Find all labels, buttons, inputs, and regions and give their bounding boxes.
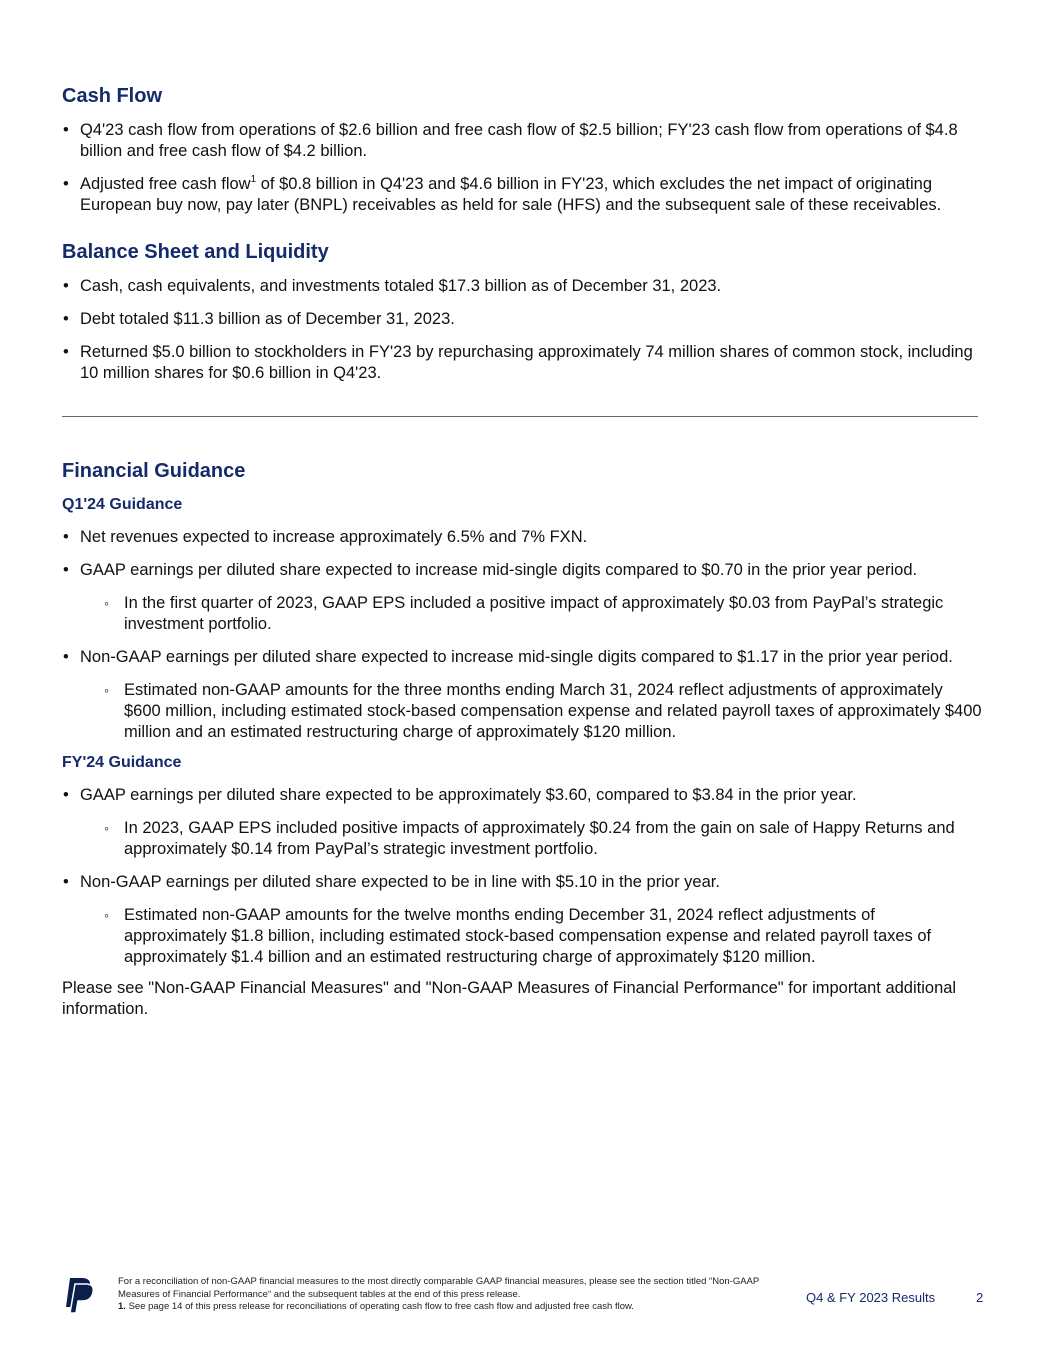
footnote-ref: 1 [250, 174, 257, 185]
cash-flow-list [62, 120, 982, 216]
balance-list [62, 276, 982, 384]
list-item: • Net revenues expected to increase approximately 6.5% and 7% FXN. [62, 527, 982, 548]
section-heading-cash-flow: Cash Flow [62, 85, 163, 107]
subheading-fy-guidance: FY'24 Guidance [62, 754, 182, 771]
footnotes [118, 1276, 798, 1314]
footnote-reconciliation: For a reconciliation of non-GAAP financial measures to the most directly comparable GAAP financial measures, please see the section titled “Non-GAAP Measures of Financial Performance“ and the subsequent tables at the end of this press release. [118, 1276, 760, 1300]
section-heading-balance-sheet: Balance Sheet and Liquidity [62, 241, 329, 263]
list-item: • Returned $5.0 billion to stockholders in FY'23 by repurchasing approximately 74 million shares of common stock, including 10 million shares for $0.6 billion in Q4'23. [62, 342, 982, 384]
subheading-q1-guidance: Q1'24 Guidance [62, 496, 183, 513]
sub-list-item: ◦ Estimated non-GAAP amounts for the three months ending March 31, 2024 reflect adjustments of approximately $600 million, including estimated stock-based compensation expense and related payroll taxes of approximately $400 million and an estimated restructuring charge of approximately $120 million. [62, 680, 982, 743]
guidance-note: Please see "Non-GAAP Financial Measures" and "Non-GAAP Measures of Financial Performance" for important additional information. [62, 979, 957, 1018]
section-divider [62, 416, 978, 417]
list-item: • GAAP earnings per diluted share expected to be approximately $3.60, compared to $3.84 in the prior year. [62, 785, 982, 806]
footnote-text: See page 14 of this press release for reconciliations of operating cash flow to free cash flow and adjusted free cash flow. [125, 1301, 634, 1312]
q1-guidance-list [62, 527, 982, 743]
list-item: • Non-GAAP earnings per diluted share expected to be in line with $5.10 in the prior year. [62, 872, 982, 893]
page-number: 2 [976, 1290, 984, 1305]
section-heading-guidance: Financial Guidance [62, 460, 246, 482]
page-content [62, 84, 982, 1020]
list-item: • Non-GAAP earnings per diluted share expected to increase mid-single digits compared to $1.17 in the prior year period. [62, 647, 982, 668]
footnote-number: 1. [118, 1301, 126, 1312]
text: Adjusted free cash flow [80, 175, 251, 193]
list-item: • GAAP earnings per diluted share expected to increase mid-single digits compared to $0.70 in the prior year period. [62, 560, 982, 581]
footnote-1 [118, 1301, 798, 1314]
list-item: • Cash, cash equivalents, and investments totaled $17.3 billion as of December 31, 2023. [62, 276, 982, 297]
sub-list-item: ◦ In 2023, GAAP EPS included positive impacts of approximately $0.24 from the gain on sale of Happy Returns and approximately $0.14 from PayPal’s strategic investment portfolio. [62, 818, 982, 860]
sub-list-item: ◦ Estimated non-GAAP amounts for the twelve months ending December 31, 2024 reflect adjustments of approximately $1.8 billion, including estimated stock-based compensation expense and related payroll taxes of approximately $1.4 billion and an estimated restructuring charge of approximately $120 million. [62, 905, 982, 968]
text: of $0.8 billion in Q4'23 and $4.6 billion in FY'23, which excludes the net impact of originating European buy now, pay later (BNPL) receivables as held for sale (HFS) and the subsequent sale of these receivables. [80, 175, 942, 214]
fy-guidance-list [62, 785, 982, 968]
paypal-logo-icon [62, 1276, 94, 1316]
list-item: • Debt totaled $11.3 billion as of December 31, 2023. [62, 309, 982, 330]
page-footer [62, 1274, 992, 1318]
sub-list-item: ◦ In the first quarter of 2023, GAAP EPS included a positive impact of approximately $0.03 from PayPal’s strategic investment portfolio. [62, 593, 982, 635]
list-item [62, 174, 982, 216]
list-item: • Q4'23 cash flow from operations of $2.6 billion and free cash flow of $2.5 billion; FY'23 cash flow from operations of $4.8 billion and free cash flow of $4.2 billion. [62, 120, 982, 162]
report-label: Q4 & FY 2023 Results [806, 1290, 936, 1305]
